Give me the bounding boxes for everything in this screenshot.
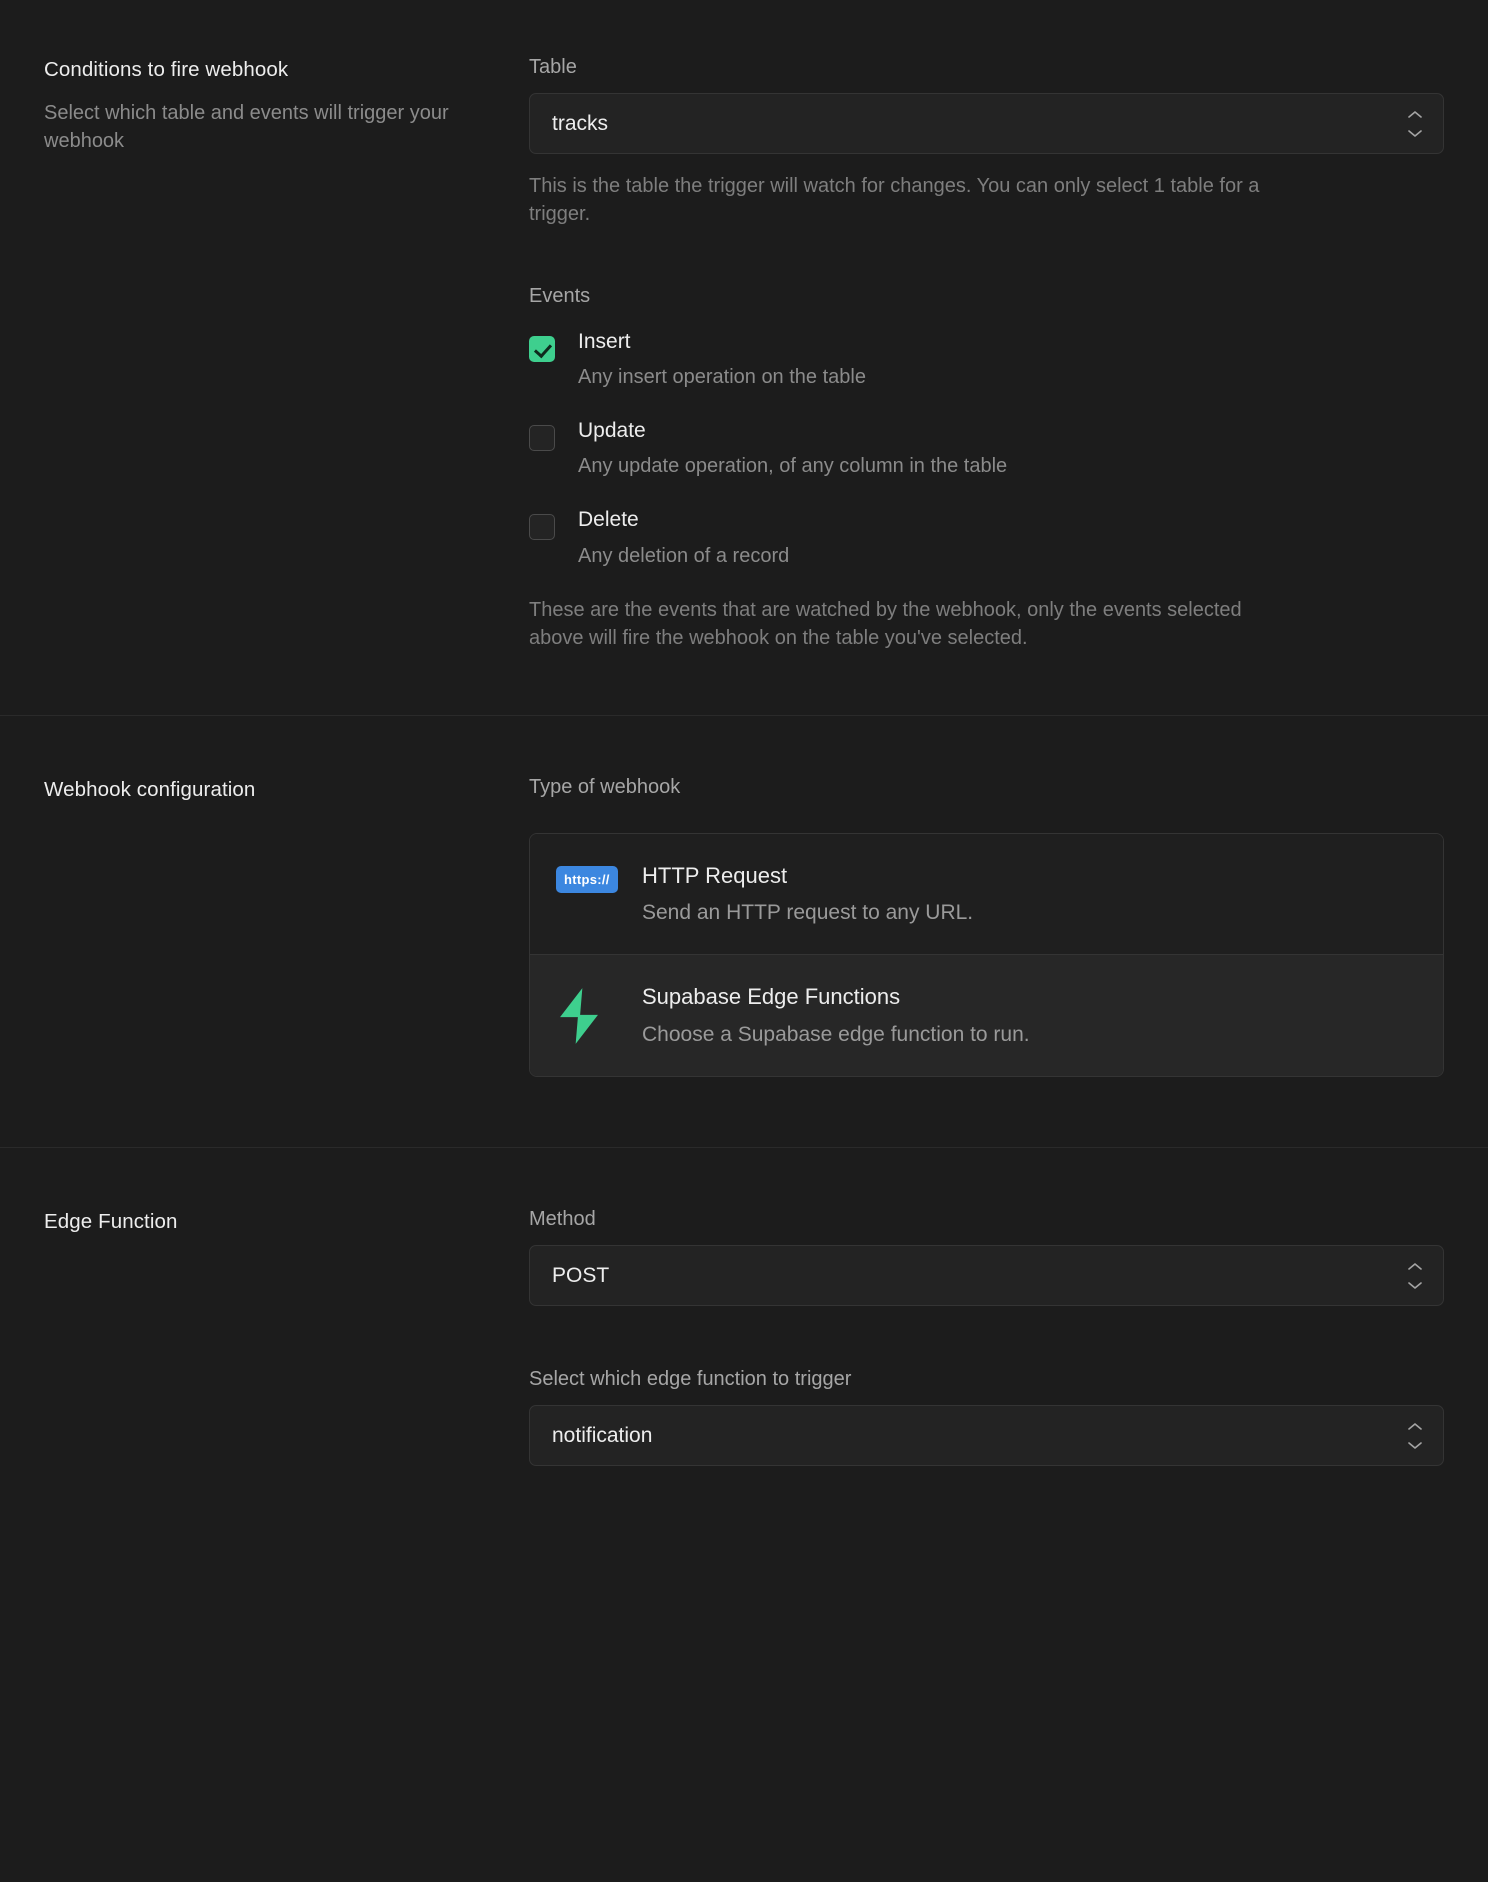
insert-label: Insert (578, 329, 631, 353)
https-badge-text: https:// (556, 866, 618, 893)
edge-function-select-wrapper (529, 1405, 1444, 1466)
method-field-label: Method (529, 1208, 596, 1231)
webhook-configuration-header (44, 776, 529, 1078)
webhook-type-label: Type of webhook (529, 775, 681, 798)
delete-checkbox[interactable] (529, 514, 555, 540)
delete-text (578, 506, 789, 569)
table-select-value: tracks (552, 111, 609, 135)
delete-description: Any deletion of a record (578, 544, 790, 567)
http-request-text (642, 862, 973, 927)
edge-functions-text (642, 983, 1030, 1048)
conditions-section-body (529, 56, 1444, 653)
event-row-insert[interactable] (529, 328, 1444, 391)
edge-function-select-value: notification (552, 1423, 653, 1447)
supabase-lightning-icon (556, 983, 618, 1045)
table-field-label: Table (529, 56, 577, 78)
edge-function-section (0, 1148, 1488, 1526)
method-select-wrapper (529, 1245, 1444, 1306)
conditions-title: Conditions to fire webhook (44, 58, 289, 81)
edge-functions-description: Choose a Supabase edge function to run. (642, 1023, 1030, 1047)
webhook-configuration-body (529, 776, 1444, 1078)
events-helper-text: These are the events that are watched by the webhook, only the events selected above will fire the webhook on the table you've selected. (529, 598, 1242, 650)
events-block (529, 285, 1444, 653)
insert-checkbox[interactable] (529, 336, 555, 362)
webhook-type-options (529, 833, 1444, 1078)
event-row-update[interactable] (529, 417, 1444, 480)
edge-function-select[interactable] (529, 1405, 1444, 1466)
update-checkbox[interactable] (529, 425, 555, 451)
events-field-label: Events (529, 284, 591, 307)
conditions-section-header (44, 56, 529, 653)
chevron-updown-icon[interactable] (1408, 1263, 1422, 1289)
table-select-wrapper (529, 93, 1444, 154)
update-text (578, 417, 1007, 480)
insert-text (578, 328, 866, 391)
http-request-description: Send an HTTP request to any URL. (642, 901, 974, 925)
conditions-section (0, 0, 1488, 715)
method-select[interactable] (529, 1245, 1444, 1306)
edge-function-select-label: Select which edge function to trigger (529, 1368, 852, 1391)
chevron-updown-icon[interactable] (1408, 1423, 1422, 1449)
method-select-value: POST (552, 1263, 610, 1287)
edge-function-header (44, 1208, 529, 1466)
update-label: Update (578, 419, 646, 443)
webhook-type-edge-functions[interactable] (530, 954, 1443, 1076)
table-helper-text: This is the table the trigger will watch for changes. You can only select 1 table for a trigger. (529, 175, 1260, 226)
webhook-type-http-request[interactable] (530, 834, 1443, 955)
edge-function-title: Edge Function (44, 1210, 178, 1234)
webhook-configuration-title: Webhook configuration (44, 777, 256, 801)
insert-description: Any insert operation on the table (578, 366, 866, 389)
table-select[interactable] (529, 93, 1444, 154)
update-description: Any update operation, of any column in the table (578, 455, 1008, 478)
conditions-description: Select which table and events will trigger your webhook (44, 101, 449, 153)
event-row-delete[interactable] (529, 506, 1444, 569)
delete-label: Delete (578, 508, 639, 532)
edge-functions-title: Supabase Edge Functions (642, 984, 901, 1010)
https-badge-icon (556, 862, 618, 893)
edge-function-body (529, 1208, 1444, 1466)
chevron-updown-icon[interactable] (1408, 111, 1422, 137)
webhook-configuration-section (0, 716, 1488, 1148)
http-request-title: HTTP Request (642, 862, 788, 888)
